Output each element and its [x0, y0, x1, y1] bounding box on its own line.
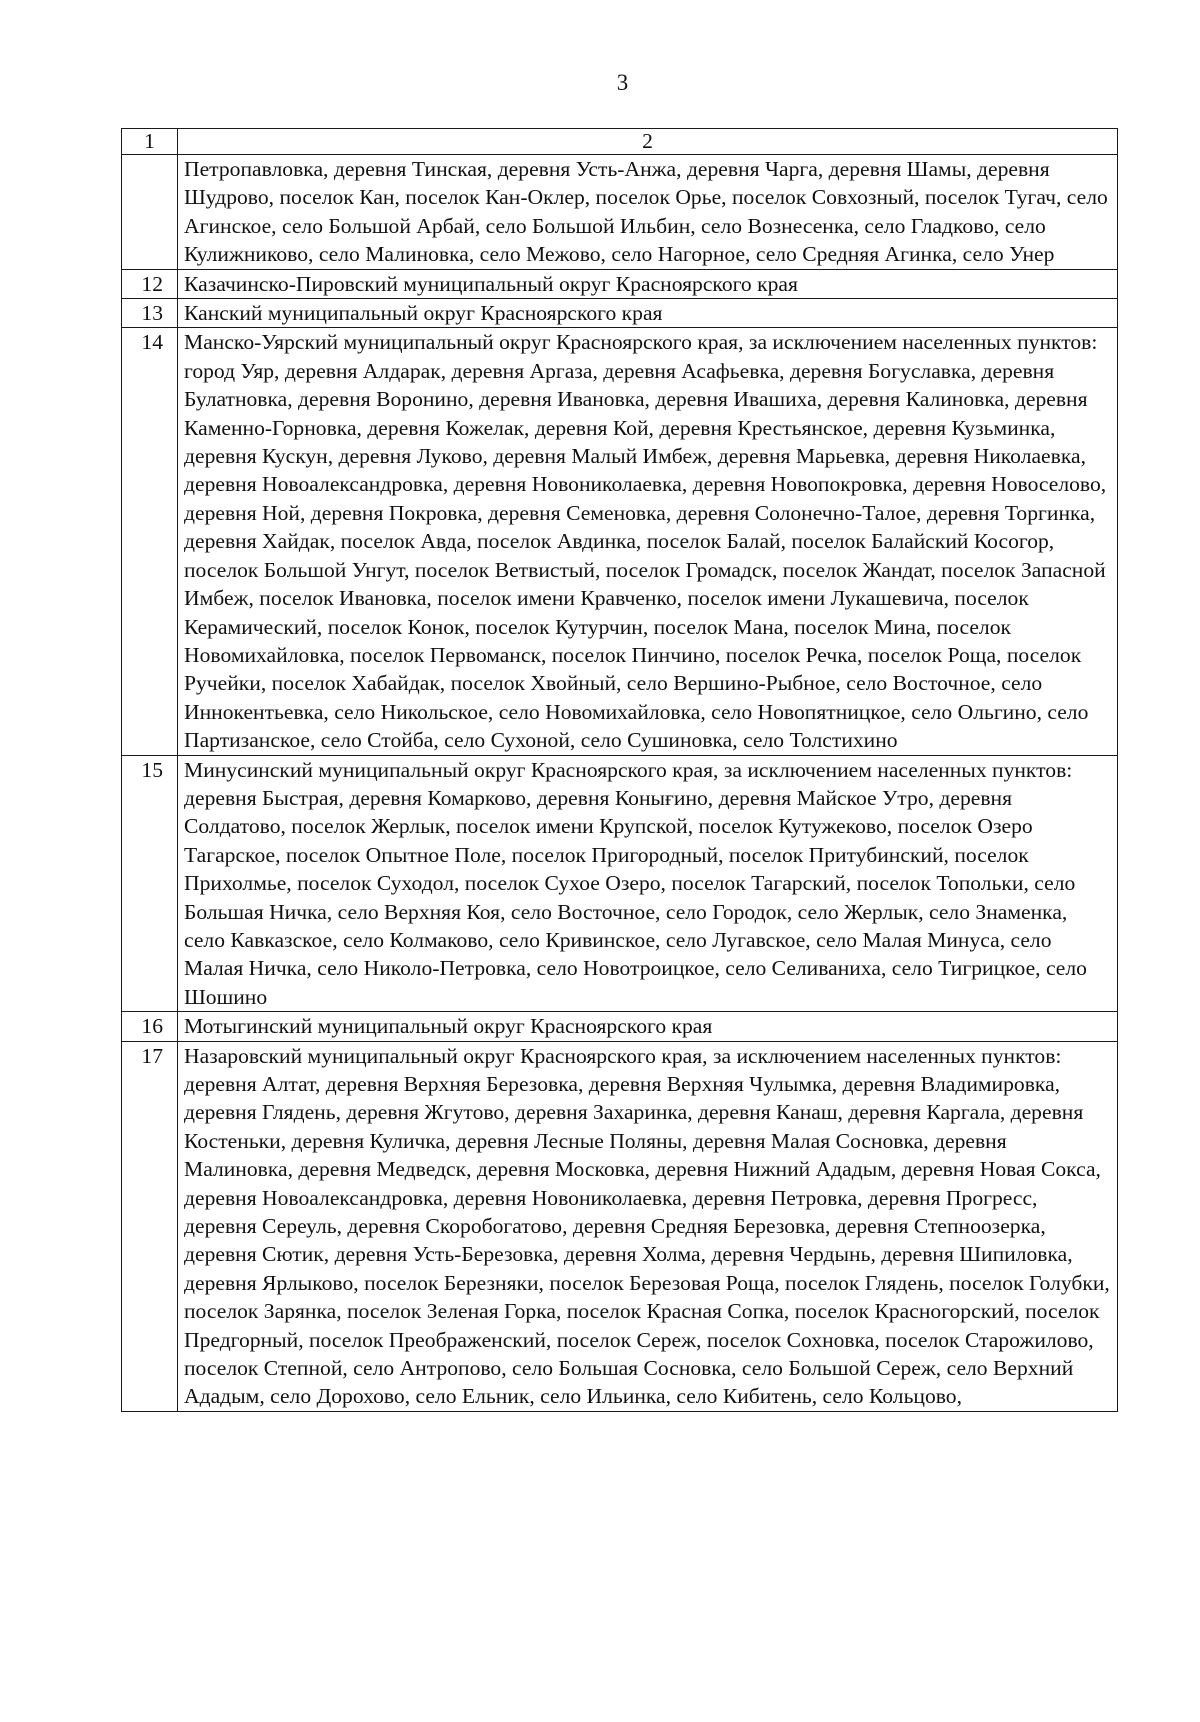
row-number: 12 [122, 269, 178, 298]
row-text: Канский муниципальный округ Красноярского края [178, 299, 1118, 328]
row-text: Казачинско-Пировский муниципальный округ Красноярского края [178, 269, 1118, 298]
header-cell-name: 2 [178, 129, 1118, 155]
row-text: Назаровский муниципальный округ Красноярского края, за исключением населенных пунктов: деревня Алтат, деревня Верхняя Березовка, деревня Верхняя Чулымка, деревня Владимировка, деревня Глядень, деревня Жгутово, деревня Захаринка, деревня Канаш, деревня Каргала, деревня Костеньки, деревня Куличка, деревня Лесные Поляны, деревня Малая Сосновка, деревня Малиновка, деревня Медведск, деревня Московка, деревня Нижний Ададым, деревня Новая Сокса, деревня Новоалександровка, деревня Новониколаевка, деревня Петровка, деревня Прогресс, деревня Сереуль, деревня Скоробогатово, деревня Средняя Березовка, деревня Степноозерка, деревня Сютик, деревня Усть-Березовка, деревня Холма, деревня Чердынь, деревня Шипиловка, деревня Ярлыково, поселок Березняки, поселок Березовая Роща, поселок Глядень, поселок Голубки, поселок Зарянка, поселок Зеленая Горка, поселок Красная Сопка, поселок Красногорский, поселок Предгорный, поселок Преображенский, поселок Сереж, поселок Сохновка, поселок Старожилово, поселок Степной, село Антропово, село Большая Сосновка, село Большой Сереж, село Верхний Ададым, село Дорохово, село Ельник, село Ильинка, село Кибитень, село Кольцово, [178, 1041, 1118, 1411]
page-number: 3 [616, 70, 629, 95]
table-row [122, 269, 1118, 298]
row-number [122, 155, 178, 270]
table-row [122, 328, 1118, 755]
row-number: 15 [122, 755, 178, 1012]
table-row [122, 755, 1118, 1012]
table-row [122, 1012, 1118, 1041]
row-number: 16 [122, 1012, 178, 1041]
table-row [122, 1041, 1118, 1411]
row-text: Мотыгинский муниципальный округ Красноярского края [178, 1012, 1118, 1041]
row-number: 13 [122, 299, 178, 328]
municipal-districts-table [121, 128, 1118, 1412]
table-header-row [122, 129, 1118, 155]
table-row [122, 155, 1118, 270]
header-cell-number: 1 [122, 129, 178, 155]
table-row [122, 299, 1118, 328]
row-text: Минусинский муниципальный округ Красноярского края, за исключением населенных пунктов: деревня Быстрая, деревня Комарково, деревня Конығино, деревня Майское Утро, деревня Солдатово, поселок Жерлык, поселок имени Крупской, поселок Кутужеково, поселок Озеро Тагарское, поселок Опытное Поле, поселок Пригородный, поселок Притубинский, поселок Прихолмье, поселок Суходол, поселок Сухое Озеро, поселок Тагарский, поселок Топольки, село Большая Ничка, село Верхняя Коя, село Восточное, село Городок, село Жерлык, село Знаменка, село Кавказское, село Колмаково, село Кривинское, село Лугавское, село Малая Минуса, село Малая Ничка, село Николо-Петровка, село Новотроицкое, село Селиваниха, село Тигрицкое, село Шошино [178, 755, 1118, 1012]
row-text: Манско-Уярский муниципальный округ Красноярского края, за исключением населенных пунктов: город Уяр, деревня Алдарак, деревня Аргаза, деревня Асафьевка, деревня Богуславка, деревня Булатновка, деревня Воронино, деревня Ивановка, деревня Ивашиха, деревня Калиновка, деревня Каменно-Горновка, деревня Кожелак, деревня Кой, деревня Крестьянское, деревня Кузьминка, деревня Кускун, деревня Луково, деревня Малый Имбеж, деревня Марьевка, деревня Николаевка, деревня Новоалександровка, деревня Новониколаевка, деревня Новопокровка, деревня Новоселово, деревня Ной, деревня Покровка, деревня Семеновка, деревня Солонечно-Талое, деревня Торгинка, деревня Хайдак, поселок Авда, поселок Авдинка, поселок Балай, поселок Балайский Косогор, поселок Большой Унгут, поселок Ветвистый, поселок Громадск, поселок Жандат, поселок Запасной Имбеж, поселок Ивановка, поселок имени Кравченко, поселок имени Лукашевича, поселок Керамический, поселок Конок, поселок Кутурчин, поселок Мана, поселок Мина, поселок Новомихайловка, поселок Первоманск, поселок Пинчино, поселок Речка, поселок Роща, поселок Ручейки, поселок Хабайдак, поселок Хвойный, село Вершино-Рыбное, село Восточное, село Иннокентьевка, село Никольское, село Новомихайловка, село Новопятницкое, село Ольгино, село Партизанское, село Стойба, село Сухоной, село Сушиновка, село Толстихино [178, 328, 1118, 755]
row-number: 14 [122, 328, 178, 755]
row-text: Петропавловка, деревня Тинская, деревня Усть-Анжа, деревня Чарга, деревня Шамы, деревня Шудрово, поселок Кан, поселок Кан-Оклер, поселок Орье, поселок Совхозный, поселок Тугач, село Агинское, село Большой Арбай, село Большой Ильбин, село Вознесенка, село Гладково, село Кулижниково, село Малиновка, село Межово, село Нагорное, село Средняя Агинка, село Унер [178, 155, 1118, 270]
row-number: 17 [122, 1041, 178, 1411]
